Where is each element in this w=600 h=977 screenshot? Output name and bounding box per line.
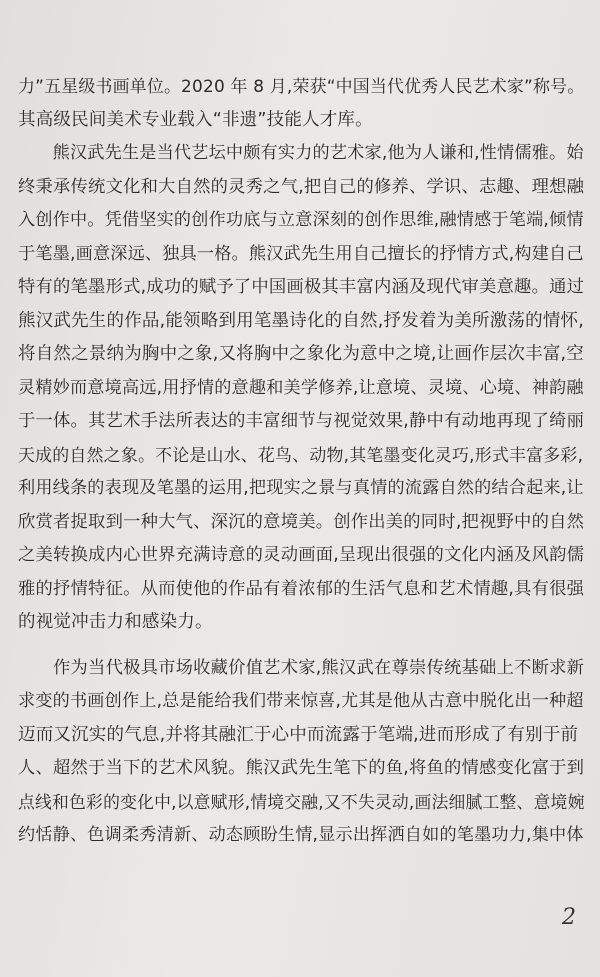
text-line: 熊汉武先生的作品,能领略到用笔墨诗化的自然,抒发着为美所激荡的情怀,	[18, 310, 584, 331]
text-line: 利用线条的表现及笔墨的运用,把现实之景与真情的流露自然的结合起来,让	[18, 478, 584, 498]
text-line: 迈而又沉实的气息,并将其融汇于心中而流露于笔端,进而形成了有别于前	[18, 724, 579, 745]
text-line: 其高级民间美术专业载入“非遗”技能人才库。	[18, 109, 373, 130]
text-line: 点线和色彩的变化中,以意赋形,情境交融,又不失灵动,画法细腻工整、意境婉	[18, 791, 585, 812]
text-line: 求变的书画创作上,总是能给我们带来惊喜,尤其是他从古意中脱化出一种超	[18, 691, 584, 711]
text-line: 人、超然于当下的艺术风貌。熊汉武先生笔下的鱼,将鱼的情感变化富于到	[18, 758, 585, 778]
document-body	[18, 70, 584, 853]
text-line: 之美转换成内心世界充满诗意的灵动画面,呈现出很强的文化内涵及风韵儒	[18, 545, 585, 565]
paragraph-artist-profile	[18, 137, 584, 640]
text-line: 特有的笔墨形式,成功的赋予了中国画极其丰富内涵及现代审美意趣。通过	[18, 277, 585, 297]
text-line: 力”五星级书画单位。2020 年 8 月,荣获“中国当代优秀人民艺术家”称号。	[18, 76, 585, 96]
paragraph-collection-value	[18, 652, 584, 853]
page-number: 2	[562, 905, 576, 930]
text-line: 的视觉冲击力和感染力。	[18, 612, 213, 632]
text-line: 将自然之景纳为胸中之象,又将胸中之象化为意中之境,让画作层次丰富,空	[18, 344, 584, 364]
text-line: 作为当代极具市场收藏价值艺术家,熊汉武在尊崇传统基础上不断求新	[18, 657, 585, 678]
text-line: 约恬静、色调柔秀清新、动态顾盼生情,显示出挥洒自如的笔墨功力,集中体	[18, 825, 584, 845]
text-line: 欣赏者捉取到一种大气、深沉的意境美。创作出美的同时,把视野中的自然	[18, 511, 585, 532]
text-line: 于笔墨,画意深远、独具一格。熊汉武先生用自己擅长的抒情方式,构建自己	[18, 243, 584, 264]
text-line: 入创作中。凭借坚实的创作功底与立意深刻的创作思维,融情感于笔端,倾情	[18, 210, 584, 230]
text-line: 灵精妙而意境高远,用抒情的意趣和美学修养,让意境、灵境、心境、神韵融	[18, 377, 584, 398]
text-line: 天成的自然之象。不论是山水、花鸟、动物,其笔墨变化灵巧,形式丰富多彩,	[18, 444, 584, 465]
text-line: 雅的抒情特征。从而使他的作品有着浓郁的生活气息和艺术情趣,具有很强	[18, 578, 585, 599]
paragraph-credentials	[18, 70, 584, 137]
text-line: 于一体。其艺术手法所表达的丰富细节与视觉效果,静中有动地再现了绮丽	[18, 411, 585, 431]
text-line: 熊汉武先生是当代艺坛中颇有实力的艺术家,他为人谦和,性情儒雅。始	[18, 143, 584, 163]
text-line: 终秉承传统文化和大自然的灵秀之气,把自己的修养、学识、志趣、理想融	[18, 176, 585, 197]
